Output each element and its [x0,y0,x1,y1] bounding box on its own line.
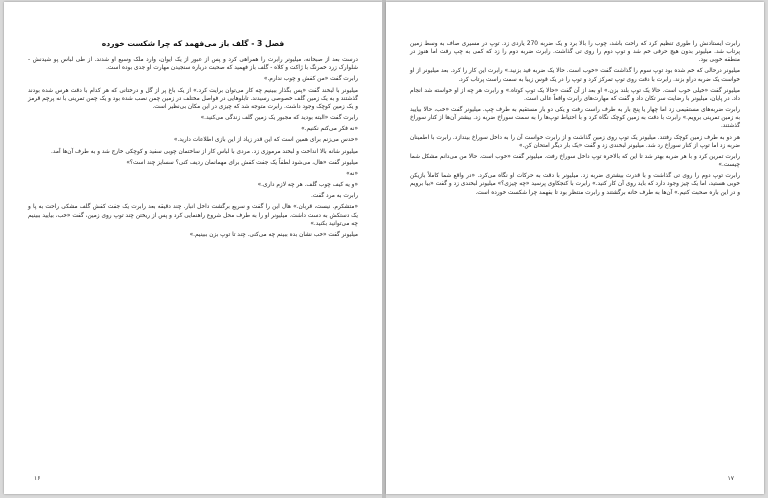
left-page [4,2,382,494]
paragraph: رابرت تمرین کرد و با هر ضربه بهتر شد تا این که بالاخره توپ داخل سوراخ رفت. میلیونر گفت «خوب است. حالا من می‌دانم مشکل شما چیست.» [410,153,740,169]
paragraph: میلیونر گفت «خیلی خوب است. حالا یک توپ بلند بزن.» او بعد از آن گفت «حالا یک توپ کوتاه.» و رابرت هر چه از او خواسته شد انجام داد. در پایان، میلیونر با رضایت سر تکان داد و گفت که مهارت‌های رابرت واقعاً عالی است. [410,87,740,102]
paragraph: «متشکرم. نیست، قربان.» هال این را گفت و سریع برگشت داخل انبار. چند دقیقه بعد رابرت یک جفت کفش گلف مشکی راحت به پا و یک دستکش به دست داشت. میلیونر او را به طرف محل شروع راهنمایی کرد و پس از ریختن چند توپ روی زمین، گفت «خب، بیایید ببینیم چه می‌توانید بکنید.» [28,204,358,227]
paragraph: میلیونر با لبخند گفت «پس بگذار ببینیم چه کار می‌توان برایت کرد.» از یک باغ پر از گل و درختانی که هر کدام با دقت هرس شده بودند گذشتند و به یک زمین گلف خصوصی رسیدند. تابلوهایی در فواصل مختلف در زمین چمن نصب شده بود و یک چمن تمرینی با نه پرچم قرمز و یک زمین کوچک وجود داشت. رابرت متوجه شد که چیزی در این مکان بی‌نظیر است. [28,87,358,110]
paragraph: رابرت توپ دوم را روی تی گذاشت و با قدرت بیشتری ضربه زد. میلیونر با دقت به حرکات او نگاه می‌کرد. «در واقع شما کاملاً بازیکن خوبی هستید، اما یک چیز وجود دارد که باید روی آن کار کنید.» رابرت با کنجکاوی پرسید «چه چیزی؟» میلیونر لبخندی زد و گفت «بیا برویم و در این باره صحبت کنیم.» آن‌ها به طرف خانه برگشتند و رابرت منتظر بود تا بفهمد چرا شکست خورده است. [410,173,740,196]
paragraph: رابرت ضربه‌های مستقیمی زد اما چهار یا پنج بار به طرف راست رفت و یکی دو بار مستقیم به طرف چپ. میلیونر گفت «خب، حالا بیایید به زمین تمرینی برویم.» رابرت با دقت به زمین کوچک نگاه کرد و با احتیاط توپ‌ها را به سمت سوراخ ضربه زد. بیشتر آن‌ها از کنار سوراخ گذشتند. [410,107,740,130]
paragraph: میلیونر درحالی که خم شده بود توپ سوم را گذاشت گفت «خوب است. حالا یک ضربه فید بزنید.» رابرت این کار را کرد. بعد میلیونر از او خواست یک ضربه دراو بزند. رابرت با دقت روی توپ تمرکز کرد و توپ را در یک قوس زیبا به سمت راست پرتاب کرد. [410,68,740,83]
paragraph: میلیونر گفت «خب نشان بده ببینم چه می‌کنی. چند تا توپ بزن ببینیم.» [189,231,358,238]
paragraph: میلیونر گفت «هال، می‌شود لطفاً یک جفت کفش برای مهمانمان ردیف کنی؟ سسایز چند است؟» [126,159,358,166]
chapter-title: فصل 3 - گلف باز می‌فهمد که چرا شکست خورده [101,39,285,48]
paragraph: درست بعد از صبحانه، میلیونر رابرت را همراهی کرد و پس از عبور از یک ایوان، وارد ملک وسیع او شدند. از طی لباس پو شیدنش - شلوارک زرد خمرنگ با ژاکت و کلاه - گلف باز فهمید که صحبت درباره سنجیدن مهارت او جدی بوده است. [28,57,358,72]
left-page-content [28,40,358,470]
paragraph: رابرت گفت «من کفش و چوب ندارم.» [263,76,358,83]
paragraph: رابرت به مرد گفت. [310,193,358,200]
page-number: ۱۶ [34,475,41,482]
right-page-content [410,40,740,470]
paragraph: «حدس می‌زنم برای همین است که این قدر زیاد از این بازی اطلاعات دارید.» [173,137,358,144]
paragraph: رابرت ایستادنش را طوری تنظیم کرد که راحت باشد، چوب را بالا برد و یک ضربه 270 یاردی زد. توپ در مسیری صاف به وسط زمین پرتاب شد. میلیونر بدون هیچ حرفی خم شد و توپ دوم را روی تی گذاشت. رابرت ضربه دوم را زد که کمی به چپ رفت اما هنوز در منطقه خوبی بود. [410,41,740,64]
paragraph: «نه فکر می‌کنم نکنیم.» [301,126,358,133]
right-page [386,2,764,494]
paragraph: میلیونر شانه بالا انداخت و لبخند مرموزی زد. مردی با لباس کار از ساختمان چوبی سفید و کوچکی خارج شد و به طرف آن‌ها آمد. [51,148,358,155]
paragraph: «نه» [346,170,358,177]
paragraph: رابرت گفت «البته بودید که مجبور یک زمین گلف زندگی می‌کنید.» [200,115,358,122]
paragraph: هر دو به طرف زمین کوچک رفتند. میلیونر یک توپ روی زمین گذاشت و از رابرت خواست آن را به داخل سوراخ بیندازد. رابرت با اطمینان ضربه زد اما توپ از کنار سوراخ رد شد. میلیونر لبخندی زد و گفت «یک بار دیگر امتحان کن.» [410,134,740,149]
page-number: ۱۷ [727,475,734,482]
paragraph: «و یه کیف چوب گلف. هر چه لازم داری.» [257,182,358,189]
